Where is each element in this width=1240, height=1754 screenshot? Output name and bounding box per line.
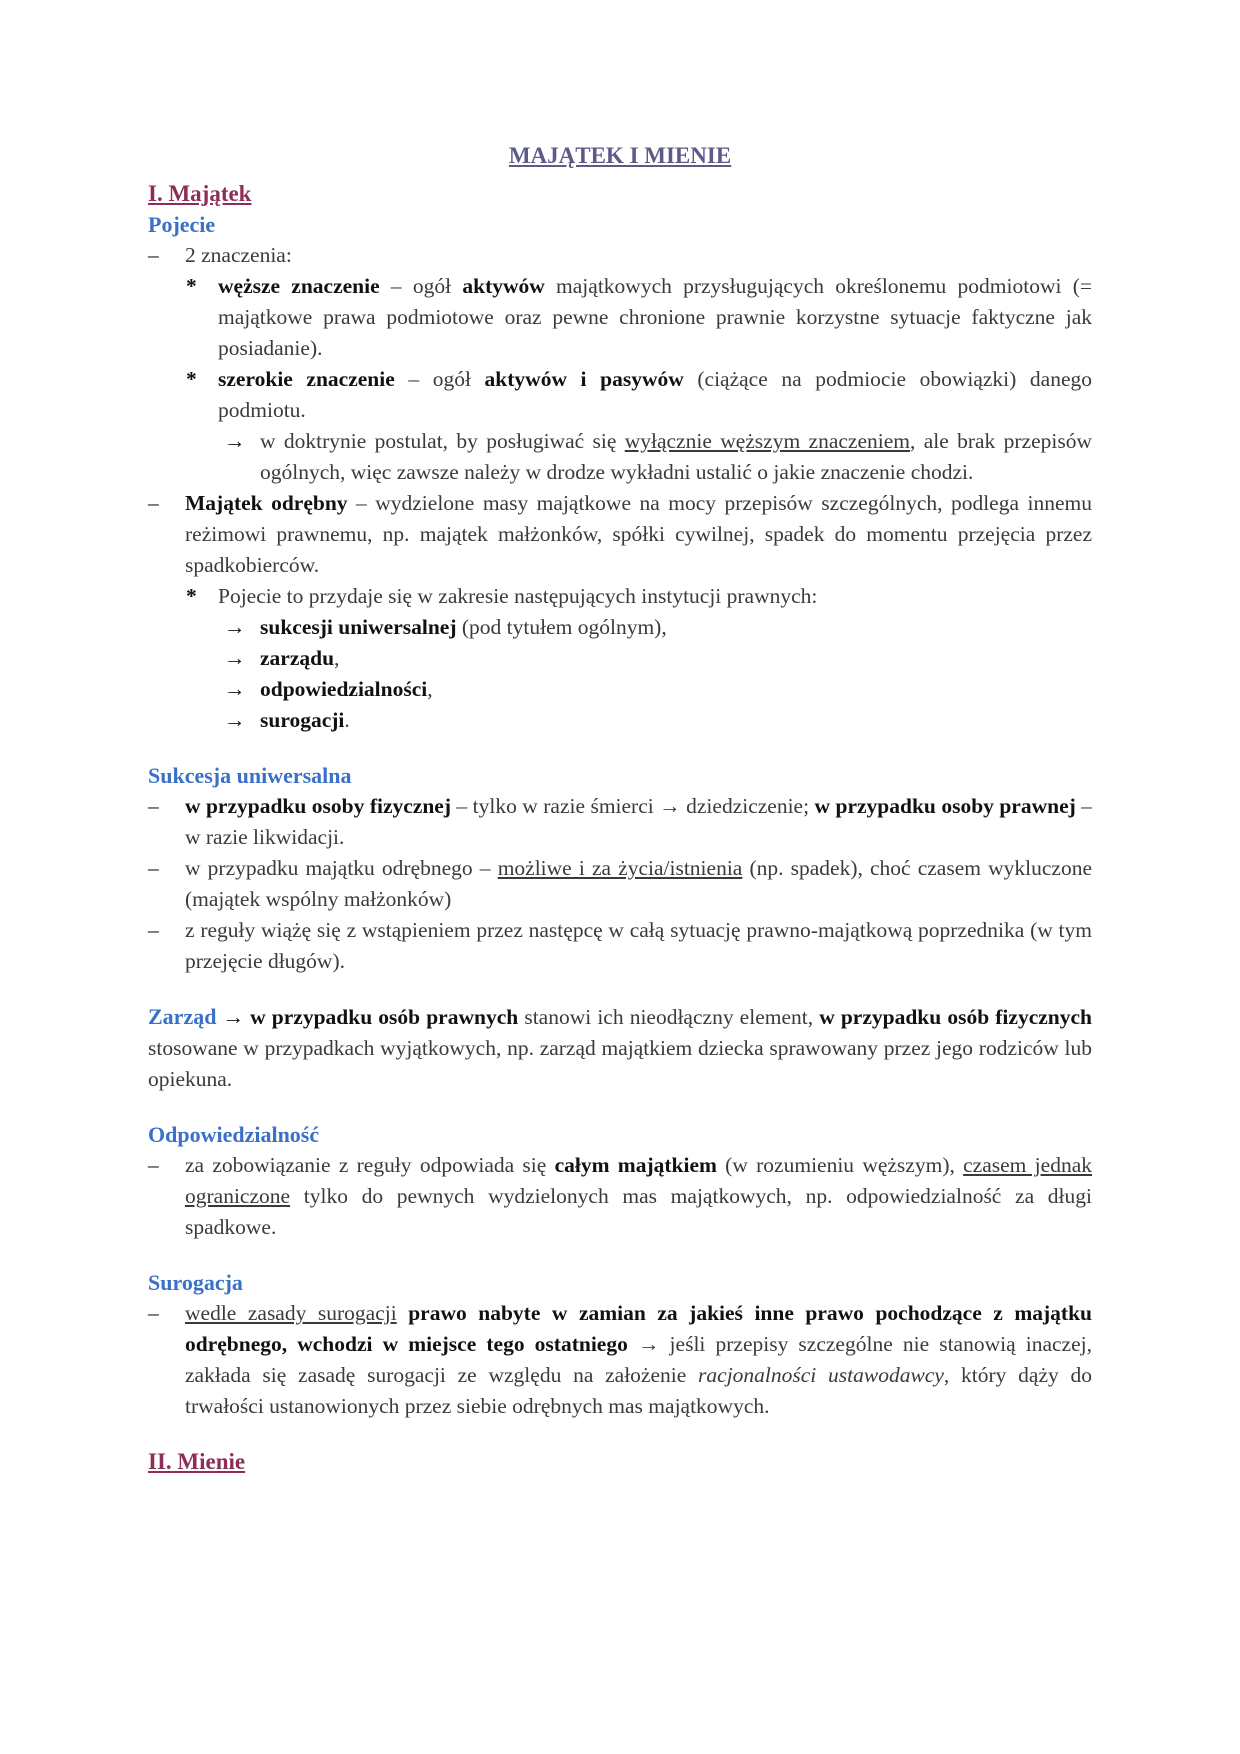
subheading-sukcesja: Sukcesja uniwersalna [148, 763, 352, 788]
subheading-zarzad: Zarząd [148, 1004, 217, 1029]
list-item: * węższe znaczenie – ogół aktywów majątkowych przysługujących określonemu podmiotowi (= majątkowe prawa podmiotowe oraz pewne chronione prawnie korzystne sytuacje faktyczne jak posiadanie). [148, 271, 1092, 364]
dash-bullet: – [148, 918, 159, 942]
subheading-odpowiedzialnosc: Odpowiedzialność [148, 1122, 320, 1147]
list-item: * Pojecie to przydaje się w zakresie następujących instytucji prawnych: [148, 581, 1092, 612]
star-bullet: * [186, 584, 197, 608]
arrow-bullet: → [224, 615, 246, 639]
list-item: → odpowiedzialności, [148, 674, 1092, 705]
list-item: → zarządu, [148, 643, 1092, 674]
subheading-pojecie: Pojecie [148, 212, 216, 237]
arrow-bullet: → [224, 646, 246, 670]
section-heading-mienie: II. Mienie [148, 1449, 246, 1474]
list-item: * szerokie znaczenie – ogół aktywów i pasywów (ciążące na podmiocie obowiązki) danego podmiotu. [148, 364, 1092, 426]
list-item: → w doktrynie postulat, by posługiwać się wyłącznie węższym znaczeniem, ale brak przepisów ogólnych, więc zawsze należy w drodze wykładni ustalić o jakie znaczenie chodzi. [148, 426, 1092, 488]
arrow-bullet: → [224, 429, 246, 453]
list-item: – za zobowiązanie z reguły odpowiada się całym majątkiem (w rozumieniu węższym), czasem jednak ograniczone tylko do pewnych wydzielonych mas majątkowych, np. odpowiedzialność za długi spadkowe. [148, 1150, 1092, 1243]
dash-bullet: – [148, 794, 159, 818]
list-item: – Majątek odrębny – wydzielone masy majątkowe na mocy przepisów szczególnych, podlega innemu reżimowi prawnemu, np. majątek małżonków, spółki cywilnej, spadek do momentu przejęcia przez spadkobierców. [148, 488, 1092, 581]
list-item: → surogacji. [148, 705, 1092, 736]
list-item: → sukcesji uniwersalnej (pod tytułem ogólnym), [148, 612, 1092, 643]
dash-bullet: – [148, 243, 159, 267]
dash-bullet: – [148, 491, 159, 515]
list-item: – w przypadku osoby fizycznej – tylko w razie śmierci → dziedziczenie; w przypadku osoby prawnej – w razie likwidacji. [148, 791, 1092, 853]
arrow-bullet: → [224, 708, 246, 732]
section-heading-majatek: I. Majątek [148, 181, 252, 206]
zarzad-paragraph: Zarząd → w przypadku osób prawnych stanowi ich nieodłączny element, w przypadku osób fizycznych stosowane w przypadkach wyjątkowych, np. zarząd majątkiem dziecka sprawowany przez jego rodziców lub opiekuna. [148, 1004, 1092, 1091]
star-bullet: * [186, 274, 197, 298]
star-bullet: * [186, 367, 197, 391]
list-item: – wedle zasady surogacji prawo nabyte w zamian za jakieś inne prawo pochodzące z majątku odrębnego, wchodzi w miejsce tego ostatniego → jeśli przepisy szczególne nie stanowią inaczej, zakłada się zasadę surogacji ze względu na założenie racjonalności ustawodawcy, który dąży do trwałości ustanowionych przez siebie odrębnych mas majątkowych. [148, 1298, 1092, 1422]
arrow-bullet: → [224, 677, 246, 701]
document-title: MAJĄTEK I MIENIE [508, 143, 732, 168]
list-item: – w przypadku majątku odrębnego – możliwe i za życia/istnienia (np. spadek), choć czasem wykluczone (majątek wspólny małżonków) [148, 853, 1092, 915]
dash-bullet: – [148, 856, 159, 880]
dash-bullet: – [148, 1153, 159, 1177]
document-content [148, 140, 1092, 1477]
list-item: – 2 znaczenia: [148, 240, 1092, 271]
list-item: – z reguły wiążę się z wstąpieniem przez następcę w całą sytuację prawno-majątkową poprzednika (w tym przejęcie długów). [148, 915, 1092, 977]
dash-bullet: – [148, 1301, 159, 1325]
subheading-surogacja: Surogacja [148, 1270, 243, 1295]
